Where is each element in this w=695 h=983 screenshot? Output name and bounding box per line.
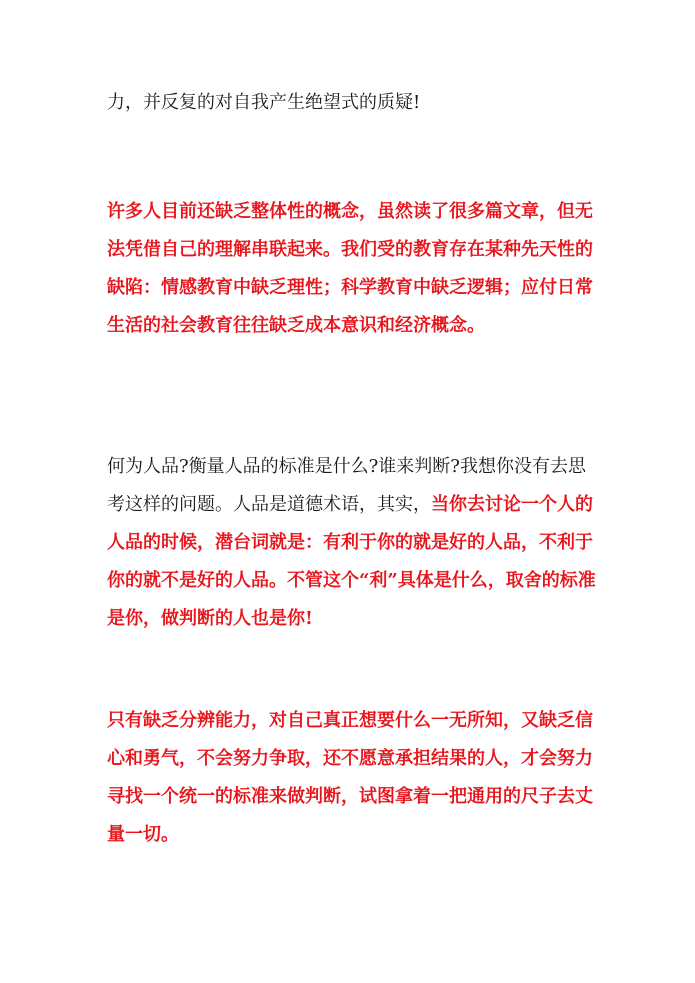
paragraph-character-standard: [107, 448, 597, 638]
paragraph-continuation: 力，并反复的对自我产生绝望式的质疑!: [107, 92, 421, 113]
paragraph-highlight-text: 当你去讨论一个人的人品的时候，潜台词就是：有利于你的就是好的人品，不利于你的就不是好的人品。不管这个“利”具体是什么，取舍的标准是你，做判断的人也是你!: [107, 494, 596, 629]
paragraph-education-defects: 许多人目前还缺乏整体性的概念，虽然读了很多篇文章，但无法凭借自己的理解串联起来。我们受的教育存在某种先天性的缺陷：情感教育中缺乏理性；科学教育中缺乏逻辑；应付日常生活的社会教育往往缺乏成本意识和经济概念。: [107, 201, 593, 336]
paragraph-plain-text: 何为人品?衡量人品的标准是什么?谁来判断?我想你没有去思考这样的问题。人品是道德术语，其实，: [107, 456, 586, 515]
paragraph-universal-ruler: 只有缺乏分辨能力，对自己真正想要什么一无所知，又缺乏信心和勇气，不会努力争取，还不愿意承担结果的人，才会努力寻找一个统一的标准来做判断，试图拿着一把通用的尺子去丈量一切。: [107, 710, 593, 845]
